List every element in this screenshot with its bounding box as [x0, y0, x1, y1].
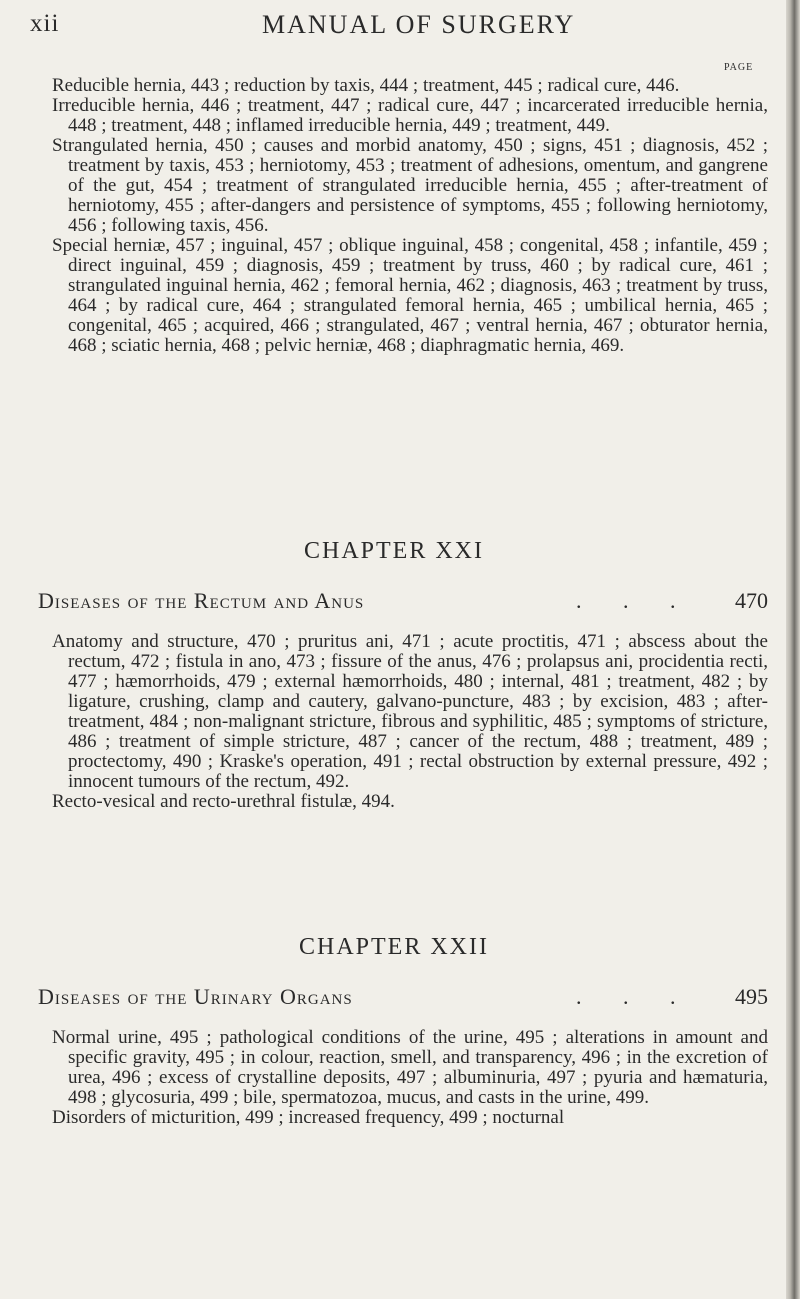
contents-paragraph: Normal urine, 495 ; pathological conditions of the urine, 495 ; alterations in amount and specific gravity, 495 ; in colour, reaction, smell, and transparency, 496 ; in the excretion of urea, 496 ; excess of crystalline deposits, 497 ; albuminuria, 497 ; pyuria and hæmaturia, 498 ; glycosuria, 499 ; bile, spermatozoa, mucus, and casts in the urine, 499. [52, 1027, 768, 1108]
contents-paragraph: Reducible hernia, 443 ; reduction by taxis, 444 ; treatment, 445 ; radical cure, 446. [52, 75, 680, 96]
section-page-number: 470 [735, 588, 768, 613]
section-row [38, 588, 768, 616]
contents-paragraph: Recto-vesical and recto-urethral fistulæ, 494. [52, 791, 395, 812]
contents-paragraph: Special herniæ, 457 ; inguinal, 457 ; oblique inguinal, 458 ; congenital, 458 ; infantile, 459 ; direct inguinal, 459 ; diagnosis, 459 ; treatment by truss, 460 ; by radical cure, 461 ; strangulated inguinal hernia, 462 ; femoral hernia, 462 ; diagnosis, 463 ; treatment by truss, 464 ; by radical cure, 464 ; strangulated femoral hernia, 465 ; umbilical hernia, 465 ; congenital, 465 ; acquired, 466 ; strangulated, 467 ; ventral hernia, 467 ; obturator hernia, 468 ; sciatic hernia, 468 ; pelvic herniæ, 468 ; diaphragmatic hernia, 469. [52, 235, 768, 356]
intro-paragraph-block [38, 76, 768, 356]
contents-paragraph: Strangulated hernia, 450 ; causes and morbid anatomy, 450 ; signs, 451 ; diagnosis, 452 ; treatment by taxis, 453 ; herniotomy, 453 ; treatment of adhesions, omentum, and gangrene of the gut, 454 ; treatment of strangulated irreducible hernia, 455 ; after-treatment of herniotomy, 455 ; after-dangers and persistence of symptoms, 455 ; following herniotomy, 456 ; following taxis, 456. [52, 135, 768, 236]
chapter-paragraph-block [38, 1028, 768, 1128]
page-header [30, 4, 750, 44]
contents-paragraph: Disorders of micturition, 499 ; increased frequency, 499 ; nocturnal [52, 1107, 565, 1128]
section-row [38, 984, 768, 1012]
contents-paragraph: Anatomy and structure, 470 ; pruritus ani, 471 ; acute proctitis, 471 ; abscess about the rectum, 472 ; fistula in ano, 473 ; fissure of the anus, 476 ; prolapsus ani, procidentia recti, 477 ; hæmorrhoids, 479 ; external hæmorrhoids, 480 ; internal, 481 ; treatment, 482 ; by ligature, crushing, clamp and cautery, galvano-puncture, 483 ; by excision, 483 ; after-treatment, 484 ; non-malignant stricture, fibrous and syphilitic, 485 ; symptoms of stricture, 486 ; treatment of simple stricture, 487 ; cancer of the rectum, 488 ; treatment, 489 ; proctectomy, 490 ; Kraske's operation, 491 ; rectal obstruction by external pressure, 492 ; innocent tumours of the rectum, 492. [52, 631, 768, 792]
dot-leaders: . . . [576, 984, 694, 1009]
page-column-label: PAGE [724, 62, 754, 73]
running-title: MANUAL OF SURGERY [262, 10, 576, 39]
contents-paragraph: Irreducible hernia, 446 ; treatment, 447 ; radical cure, 447 ; incarcerated irreducible hernia, 448 ; treatment, 448 ; inflamed irreducible hernia, 449 ; treatment, 449. [52, 95, 768, 136]
chapter-heading: CHAPTER XXII [299, 934, 489, 960]
section-title: Diseases of the Urinary Organs [38, 984, 353, 1009]
folio-number: xii [30, 10, 60, 37]
section-page-number: 495 [735, 984, 768, 1009]
chapter-paragraph-block [38, 632, 768, 812]
chapter-heading: CHAPTER XXI [303, 538, 484, 564]
page-edge-shadow [786, 0, 800, 1299]
section-title: Diseases of the Rectum and Anus [38, 588, 365, 613]
dot-leaders: . . . [576, 588, 694, 613]
